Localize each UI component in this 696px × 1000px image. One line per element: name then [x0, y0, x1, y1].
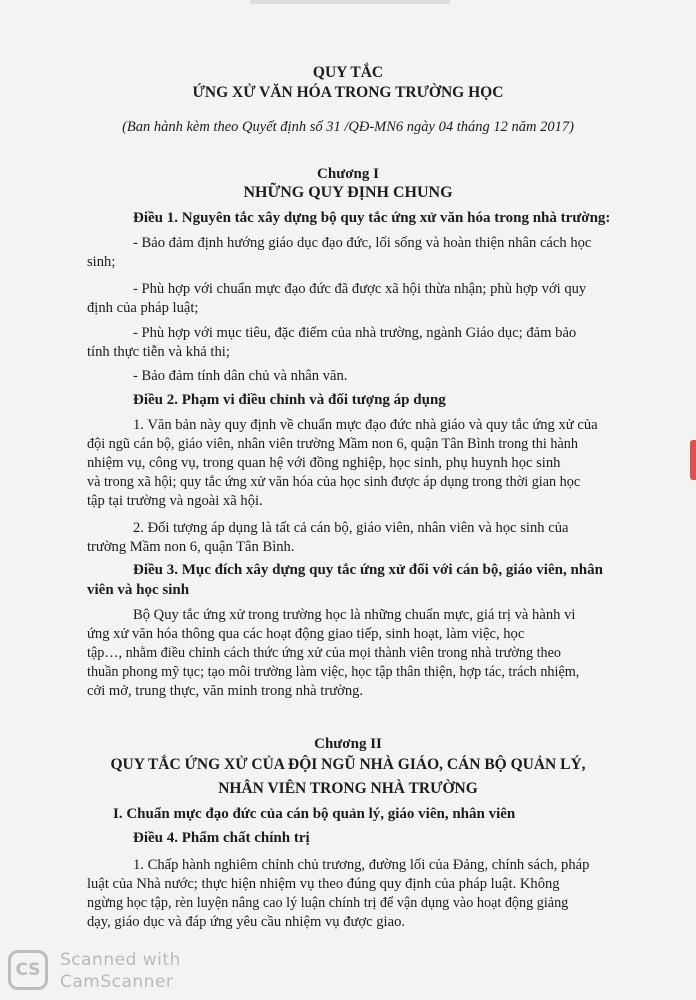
article-1-line: định của pháp luật;	[87, 300, 199, 316]
section-1-heading: I. Chuẩn mực đạo đức của cán bộ quản lý, giáo viên, nhân viên	[113, 806, 516, 822]
chapter-2-label: Chương II	[314, 736, 382, 752]
article-2-line: trường Mầm non 6, quận Tân Bình.	[87, 539, 295, 555]
article-1-heading: Điều 1. Nguyên tắc xây dựng bộ quy tắc ứng xử văn hóa trong nhà trường:	[133, 210, 611, 226]
article-3-line: cởi mở, trung thực, văn minh trong nhà trường.	[87, 683, 364, 699]
chapter-2-title: QUY TẮC ỨNG XỬ CỦA ĐỘI NGŨ NHÀ GIÁO, CÁN BỘ QUẢN LÝ,	[110, 756, 586, 773]
article-3-line: thuần phong mỹ tục; tạo môi trường làm việc, học tập thân thiện, hợp tác, trách nhiệm,	[87, 664, 580, 680]
article-1-line: sinh;	[87, 254, 116, 270]
scan-edge-mark	[250, 0, 450, 4]
article-4-line: ngừng học tập, rèn luyện nâng cao lý luận chính trị để vận dụng vào hoạt động giảng	[87, 895, 569, 911]
chapter-1-label: Chương I	[317, 166, 379, 182]
article-3-line: Bộ Quy tắc ứng xử trong trường học là những chuẩn mực, giá trị và hành vi	[133, 607, 576, 623]
document-title: QUY TẮC	[312, 64, 384, 81]
article-4-heading: Điều 4. Phẩm chất chính trị	[133, 830, 310, 846]
article-2-line: và trong xã hội; quy tắc ứng xử văn hóa của học sinh được áp dụng trong thời gian học	[87, 474, 581, 490]
article-1-line: - Phù hợp với chuẩn mực đạo đức đã được xã hội thừa nhận; phù hợp với quy	[133, 281, 587, 297]
article-4-line: dạy, giáo dục và đáp ứng yêu cầu nhiệm vụ được giao.	[87, 914, 406, 930]
document-title-main: ỨNG XỬ VĂN HÓA TRONG TRƯỜNG HỌC	[192, 84, 504, 101]
article-3-heading-cont: viên và học sinh	[87, 582, 190, 598]
watermark-line-1: Scanned with	[60, 950, 181, 970]
chapter-1-title: NHỮNG QUY ĐỊNH CHUNG	[243, 184, 453, 201]
article-1-line: - Phù hợp với mục tiêu, đặc điểm của nhà trường, ngành Giáo dục; đảm bảo	[133, 325, 577, 341]
article-2-line: nhiệm vụ, công vụ, trong quan hệ với đồng nghiệp, học sinh, phụ huynh học sinh	[87, 455, 561, 471]
watermark-line-2: CamScanner	[60, 972, 174, 992]
article-3-line: ứng xử văn hóa thông qua các hoạt động giao tiếp, sinh hoạt, làm việc, học	[87, 626, 525, 642]
article-2-line: 2. Đối tượng áp dụng là tất cả cán bộ, giáo viên, nhân viên và học sinh của	[133, 520, 569, 536]
document-subtitle: (Ban hành kèm theo Quyết định số 31 /QĐ-MN6 ngày 04 tháng 12 năm 2017)	[122, 119, 574, 135]
article-2-heading: Điều 2. Phạm vi điều chỉnh và đối tượng áp dụng	[133, 392, 446, 408]
chapter-2-title-cont: NHÂN VIÊN TRONG NHÀ TRƯỜNG	[218, 780, 478, 797]
red-stamp-edge	[690, 440, 696, 480]
article-2-line: đội ngũ cán bộ, giáo viên, nhân viên trường Mầm non 6, quận Tân Bình trong thi hành	[87, 436, 578, 452]
article-1-line: tính thực tiễn và khả thi;	[87, 344, 230, 360]
article-3-line: tập…, nhằm điều chỉnh cách thức ứng xử của mọi thành viên trong nhà trường theo	[87, 645, 562, 661]
article-1-line: - Bảo đảm định hướng giáo dục đạo đức, lối sống và hoàn thiện nhân cách học	[133, 235, 592, 251]
article-1-line: - Bảo đảm tính dân chủ và nhân văn.	[133, 368, 348, 384]
article-4-line: luật của Nhà nước; thực hiện nhiệm vụ theo đúng quy định của pháp luật. Không	[87, 876, 560, 892]
camscanner-logo-icon: CS	[8, 950, 48, 990]
article-4-line: 1. Chấp hành nghiêm chỉnh chủ trương, đường lối của Đảng, chính sách, pháp	[133, 857, 590, 873]
article-3-heading: Điều 3. Mục đích xây dựng quy tắc ứng xử đối với cán bộ, giáo viên, nhân	[133, 562, 603, 578]
article-2-line: tập tại trường và ngoài xã hội.	[87, 493, 263, 509]
article-2-line: 1. Văn bản này quy định về chuẩn mực đạo đức nhà giáo và quy tắc ứng xử của	[133, 417, 598, 433]
